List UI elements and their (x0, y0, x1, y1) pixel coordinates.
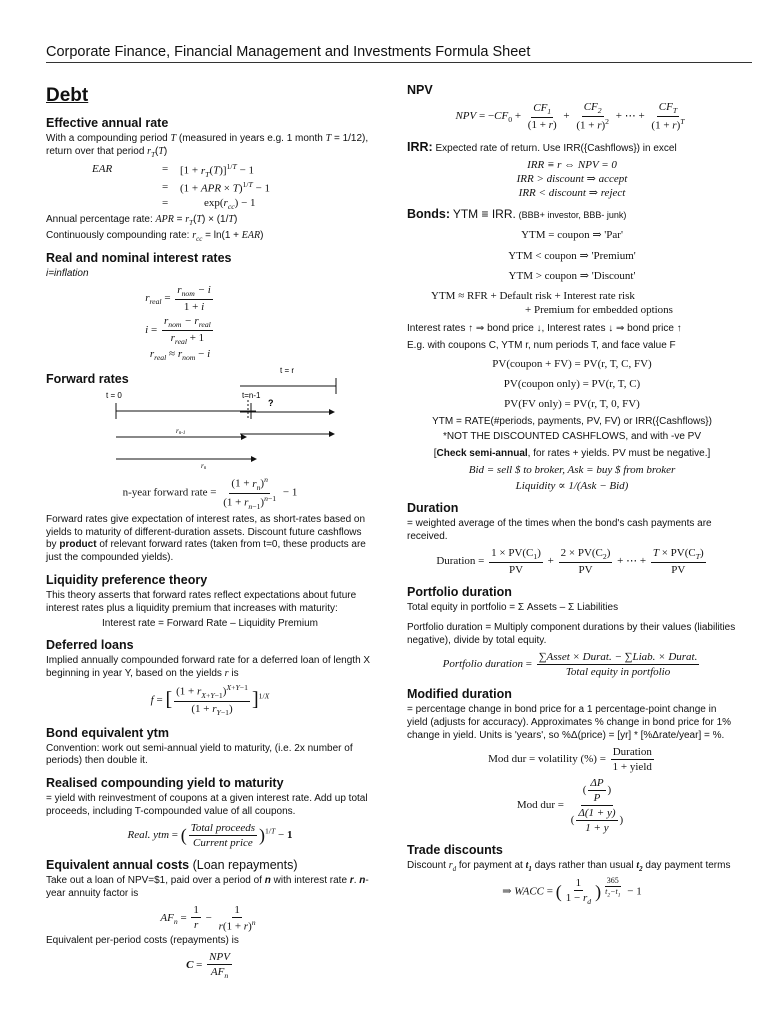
duration-heading: Duration (407, 500, 459, 515)
bonds-line (407, 206, 737, 223)
duration-text: = weighted average of the times when the bond's cash payments are received. (407, 517, 712, 542)
ytm-risk-2: + Premium for embedded options (525, 304, 673, 317)
bey-text: Convention: work out semi-annual yield to maturity, (i.e. 2x number of periods) then double it. (46, 742, 353, 767)
pv-line-2: PV(FV only) = PV(r, T, 0, FV) (504, 397, 640, 410)
liquidity-heading: Liquidity preference theory (46, 572, 208, 587)
ytm-premium: YTM < coupon ⇒ 'Premium' (508, 249, 636, 262)
irr-rule-1: IRR > discount ⇒ accept (516, 172, 628, 185)
forward-rate-formula: n-year forward rate = $\frac{(1 + r_n)^n}{(1 + r_{n-1})^{n-1}}$ − 1 (122, 475, 298, 511)
deferred-text: Implied annually compounded forward rate for a deferred loan of length X beginning in year Y, based on the yields r is (46, 655, 371, 680)
rate-text-1: YTM = RATE(#periods, payments, PV, FV) or IRR({Cashflows}) (432, 416, 712, 428)
bid-ask: Bid = sell $ to broker, Ask = buy $ from broker (468, 463, 676, 476)
eg-text: E.g. with coupons C, YTM r, num periods T, and face value F (407, 340, 676, 352)
ytm-risk-1: YTM ≈ RFR + Default risk + Interest rate risk (431, 290, 635, 303)
bey-heading: Bond equivalent ytm (46, 725, 169, 740)
irr-rule-0: IRR ≡ r ⇔ NPV = 0 (527, 158, 617, 171)
pv-line-0: PV(coupon + FV) = PV(r, T, C, FV) (492, 358, 652, 371)
bonds-note: (BBB+ investor, BBB- junk) (518, 209, 627, 220)
forward-rates-heading: Forward rates (46, 371, 129, 386)
eac-heading-extra: (Loan repayments) (192, 857, 298, 872)
mod-dur-volatility: Mod dur = volatility (%) = $\frac{\text{Duration}}{\text{1 + yield}}$ (488, 745, 652, 773)
irr-text: Expected rate of return. Use IRR({Cashflows}) in excel (435, 142, 677, 154)
apr-text: Annual percentage rate: APR = $r_T(T) \times (1/T)$ (46, 213, 238, 227)
realised-text: = yield with reinvestment of coupons at a given interest rate. Add up total proceeds, including T-compounded value of all coupons. (46, 793, 368, 818)
irr-rules (407, 158, 737, 200)
portfolio-formula: Portfolio duration = $\frac{\text{∑Asset × Durat. − ∑Liab. × Durat.}}{\text{Total equity in portfolio}}$ (442, 651, 698, 679)
rate-text-2: *NOT THE DISCOUNTED CASHFLOWS, and with -ve PV (442, 431, 702, 443)
debt-heading: Debt (46, 85, 89, 106)
bonds-heading: Bonds: (407, 206, 451, 221)
question-mark: ? (268, 398, 274, 408)
left-column (46, 74, 374, 983)
t0-label: t = 0 (106, 390, 122, 400)
ear-heading: Effective annual rate (46, 116, 169, 131)
forward-diagram-right (240, 364, 340, 449)
duration-formula: Duration = $\frac{1 \times PV(C_1)}{PV}$ + $\frac{2 \times PV(C_2)}{PV}$ + ⋯ + $\frac{T \times PV(C_T)}{PV}$ (436, 546, 704, 576)
liquidity-text: This theory asserts that forward rates reflect expectations about future interest rates plus a liquidity premium that increases with maturity: (46, 589, 357, 614)
portfolio-heading: Portfolio duration (407, 584, 512, 599)
npv-heading: NPV (407, 83, 433, 97)
pv-line-1: PV(coupon only) = PV(r, T, C) (503, 377, 641, 390)
deferred-formula: f = [ $\frac{(1 + r_{X+Y-1})^{X+Y-1}}{(1 + r_{Y-1})}$ ]$^{1/X}$ (150, 682, 270, 717)
rates-text: Interest rates ↑ ⇒ bond price ↓, Interest rates ↓ ⇒ bond price ↑ (407, 323, 682, 335)
deferred-heading: Deferred loans (46, 638, 134, 653)
modified-heading: Modified duration (407, 687, 512, 702)
right-column (407, 78, 737, 909)
check-text: [Check semi-annual, for rates + yields. PV must be negative.] (433, 448, 711, 460)
bonds-heading-rest: YTM ≡ IRR. (452, 206, 516, 221)
forward-rates-text: Forward rates give expectation of interest rates, as short-rates based on yields to maturity of different-duration assets. Discount future cashflows by product of relevant forward rates (taken from t=0, these products are just the compounded yields). (46, 513, 366, 564)
wacc-formula: ⇒ WACC = ( $\frac{1}{1 - r_d}$ ) $^{\frac{365}{t_2-t_1}}$ − 1 (502, 876, 642, 907)
portfolio-text-2: Portfolio duration = Multiply component durations by their values (liabilities negative), divide by total equity. (407, 622, 736, 647)
real-nominal-heading: Real and nominal interest rates (46, 251, 232, 266)
ear-text: With a compounding period T (measured in years e.g. 1 month T = 1/12), return over that period $r_T(T)$ (46, 133, 369, 160)
tn1-label: t=n-1 (242, 390, 261, 400)
trade-heading: Trade discounts (407, 843, 503, 858)
real-rate-equations: $r_{real}$ = $\frac{r_{nom} - i}{1 + i}$ i = $\frac{r_{nom} - r_{real}}{r_{real} + 1}$ $r_{real} \approx r_{nom} - i$ (145, 284, 211, 363)
ear-equations: EAR = $[1 + r_T(T)]^{1/T} - 1$ = (1 + APR × T)$^{1/T}$ − 1 = $\exp(r_{cc}) - 1$ (92, 162, 271, 211)
trade-text: Discount $r_d$ for payment at $t_1$ days rather than usual $t_2$ day payment terms (407, 860, 731, 874)
tr-label: t = r (280, 366, 295, 375)
mod-dur-ratio: Mod dur = ( $\frac{\Delta P}{P}$ ) ( $\frac{\Delta(1 + y)}{1 + y}$ ) (516, 776, 624, 835)
ytm-rules (407, 225, 737, 288)
ytm-risk (407, 289, 737, 317)
portfolio-text-1: Total equity in portfolio = Σ Assets – Σ Liabilities (407, 601, 619, 613)
eac-heading-text: Equivalent annual costs (46, 857, 190, 872)
pv-lines (407, 355, 737, 414)
eac-text: Take out a loan of NPV=$1, paid over a period of n with interest rate r. n-year annuity factor is (46, 874, 369, 899)
ytm-par: YTM = coupon ⇒ 'Par' (521, 228, 623, 241)
irr-line (407, 139, 737, 156)
eac-heading (46, 857, 374, 873)
page-title: Corporate Finance, Financial Management and Investments Formula Sheet (46, 44, 531, 60)
irr-rule-2: IRR < discount ⇒ reject (518, 186, 626, 199)
annuity-factor-formula: $AF_n$ = $\frac{1}{r}$ − $\frac{1}{r(1 + r)^n}$ (160, 903, 256, 933)
forward-rate-label: n-year forward rate = (122, 487, 217, 500)
ytm-discount: YTM > coupon ⇒ 'Discount' (508, 270, 636, 283)
inflation-note: i=inflation (46, 268, 89, 280)
liquidity-formula: Interest rate = Forward Rate – Liquidity Premium (102, 617, 318, 629)
realised-heading: Realised compounding yield to maturity (46, 776, 284, 791)
eac-formula: C = $\frac{\text{NPV}}{AF_n}$ (186, 951, 230, 981)
rn-label: rn (201, 461, 207, 471)
rn1-label: rn-1 (176, 426, 186, 436)
modified-text: = percentage change in bond price for a 1 percentage-point change in yield (adjusts for accuracy). Approximates % change in bond price for 1% change in yield. Units is 'years', so %Δ(price) = [yr] * [%Δrate/year] = %. (407, 704, 732, 741)
eac-text2: Equivalent per-period costs (repayments) is (46, 935, 239, 947)
realised-formula: Real. ytm = ( $\frac{\text{Total proceeds}}{\text{Current price}}$ )$^{1/T}$ − 1 (127, 821, 293, 849)
npv-formula: NPV = $-CF_0$ + $\frac{CF_1}{(1 + r)}$ + $\frac{CF_2}{(1 + r)^2}$ + ⋯ + $\frac{CF_T}{(1 + r)^T}$ (455, 101, 685, 132)
irr-heading: IRR: (407, 139, 433, 154)
cont-text: Continuously compounding rate: $r_{cc} = \ln(1 + EAR)$ (46, 229, 264, 243)
title-rule (46, 62, 752, 63)
liquidity-relation: Liquidity ∝ 1/(Ask − Bid) (515, 479, 629, 492)
